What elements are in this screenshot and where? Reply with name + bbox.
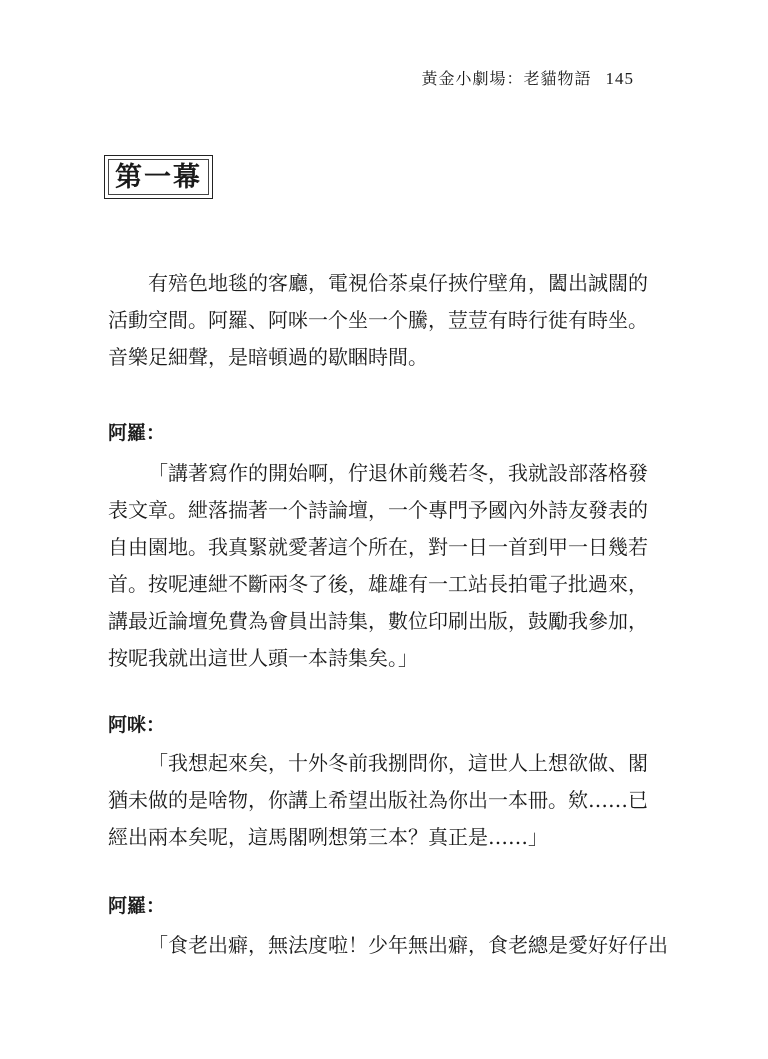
act-title: 第一幕 bbox=[104, 155, 213, 199]
speaker-label: 阿咪： bbox=[108, 714, 166, 736]
stage-direction-line: 活動空間。阿羅、阿咪一个坐一个騰，荳荳有時行徙有時坐。 bbox=[108, 308, 648, 332]
speaker-label: 阿羅： bbox=[108, 422, 166, 444]
stage-direction bbox=[108, 265, 648, 376]
dialogue-line: 自由園地。我真緊就愛著這个所在，對一日一首到甲一日幾若 bbox=[108, 535, 648, 559]
stage-direction-line: 有殕色地毯的客廳，電視佮茶桌仔挾佇壁角，闔出誠闊的 bbox=[148, 271, 648, 295]
dialogue-line: 經出兩本矣呢，這馬閣咧想第三本？真正是……」 bbox=[108, 825, 548, 849]
dialogue-line: 「食老出癖，無法度啦！少年無出癖，食老總是愛好好仔出 bbox=[148, 933, 668, 957]
dialogue-line: 猶未做的是啥物，你講上希望出版社為你出一本冊。欸……已 bbox=[108, 788, 648, 812]
dialogue-line: 「我想起來矣，十外冬前我捌問你，這世人上想欲做、閣 bbox=[148, 751, 648, 775]
dialogue-block bbox=[108, 745, 648, 856]
speaker-label: 阿羅： bbox=[108, 895, 166, 917]
stage-direction-line: 音樂足細聲，是暗頓過的歇睏時間。 bbox=[108, 345, 428, 369]
dialogue-line: 「講著寫作的開始啊，佇退休前幾若冬，我就設部落格發 bbox=[148, 461, 648, 485]
dialogue-line: 首。按呢連紲不斷兩冬了後，雄雄有一工站長拍電子批過來， bbox=[108, 572, 648, 596]
dialogue-line: 講最近論壇免費為會員出詩集，數位印刷出版，鼓勵我參加， bbox=[108, 609, 648, 633]
page-number: 145 bbox=[605, 69, 634, 88]
dialogue-line: 按呢我就出這世人頭一本詩集矣。」 bbox=[108, 646, 418, 670]
dialogue-block bbox=[108, 455, 648, 677]
book-title: 黃金小劇場：老貓物語 bbox=[421, 69, 592, 88]
running-header bbox=[421, 66, 634, 89]
dialogue-block bbox=[108, 927, 668, 964]
dialogue-line: 表文章。紲落揣著一个詩論壇，一个專門予國內外詩友發表的 bbox=[108, 498, 648, 522]
